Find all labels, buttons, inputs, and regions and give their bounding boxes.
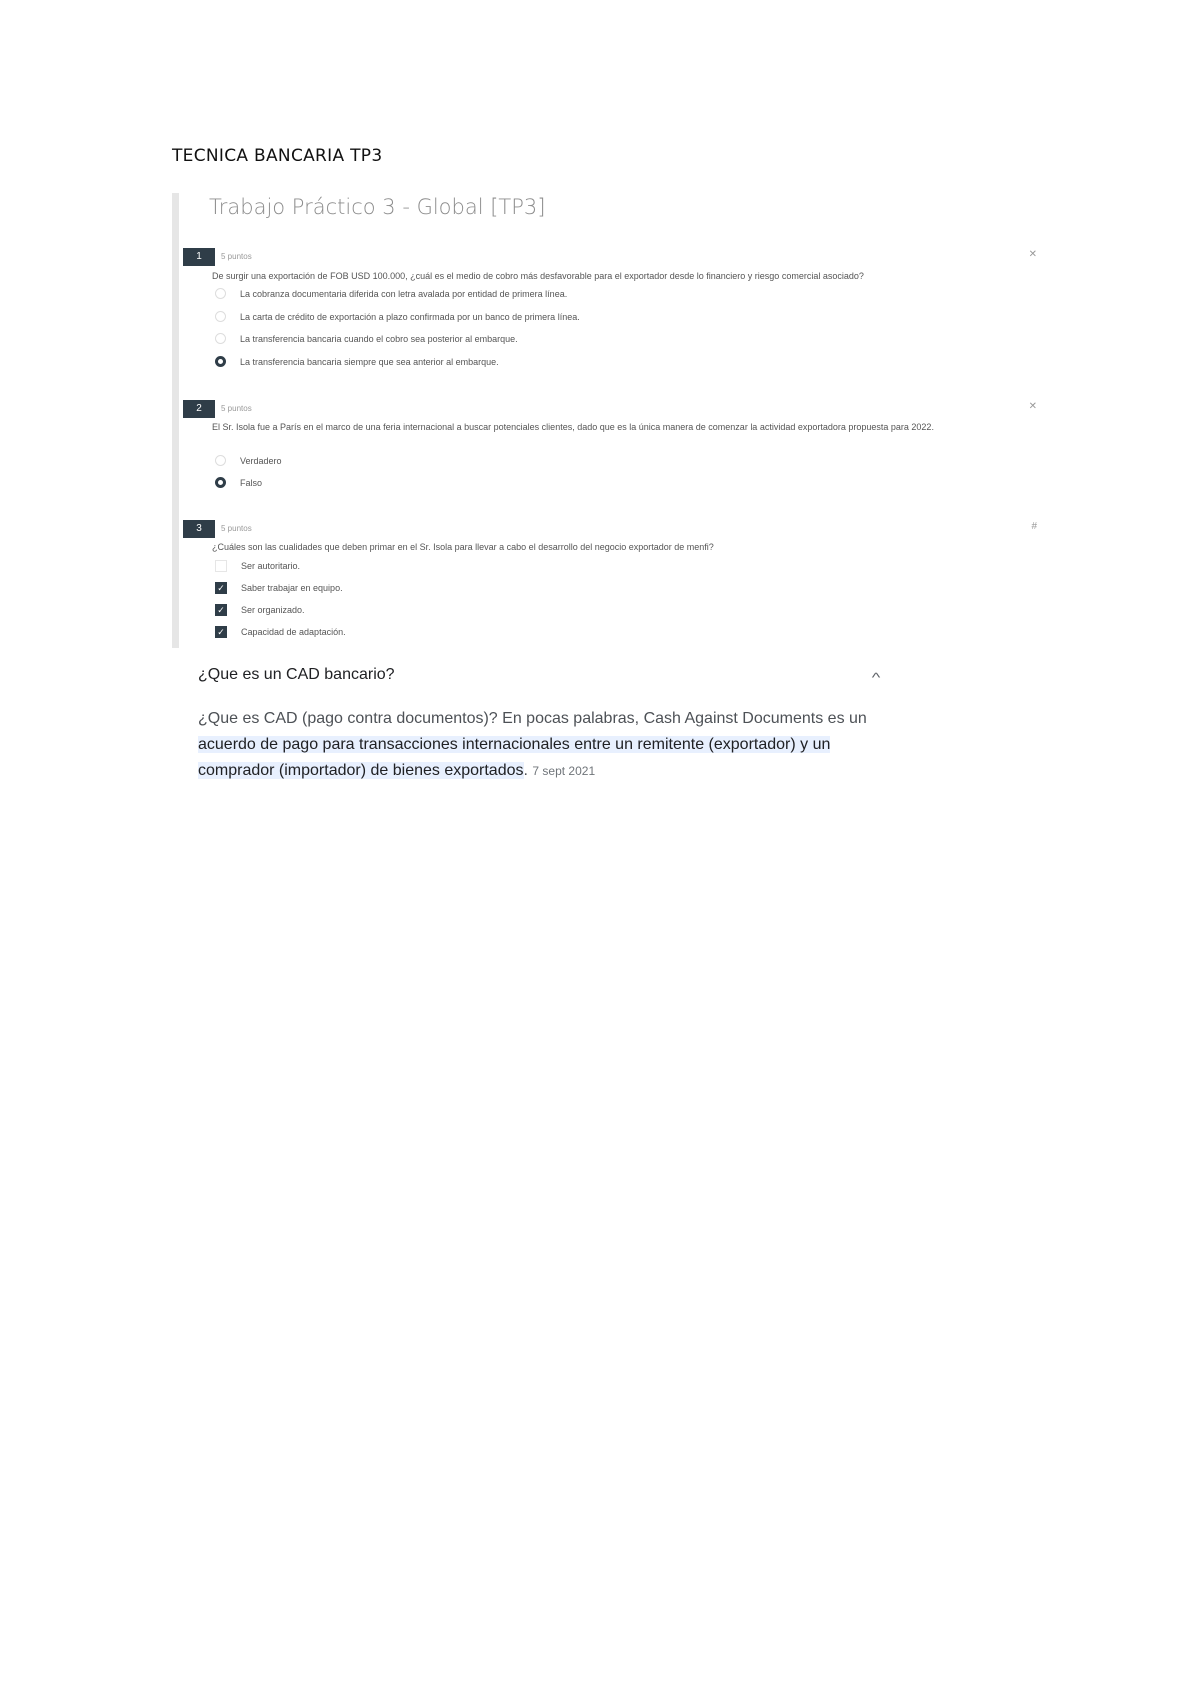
radio-icon[interactable]: [215, 333, 226, 344]
checkbox-checked-icon[interactable]: ✓: [215, 604, 227, 616]
option-label: Capacidad de adaptación.: [241, 627, 346, 637]
answer-date: 7 sept 2021: [532, 764, 596, 778]
radio-icon[interactable]: [215, 311, 226, 322]
question-text: El Sr. Isola fue a París en el marco de una feria internacional a buscar potenciales clientes, dado que es la única manera de comenzar la actividad exportadora propuesta para 2022.: [212, 422, 934, 432]
question-number: 1: [183, 248, 215, 266]
quiz-title: Trabajo Práctico 3 - Global [TP3]: [209, 195, 546, 219]
option-label: Ser autoritario.: [241, 561, 301, 571]
cad-question-heading[interactable]: ¿Que es un CAD bancario?: [198, 666, 395, 683]
question-number: 3: [183, 520, 215, 538]
radio-icon[interactable]: [215, 455, 226, 466]
checkbox-option-checked[interactable]: [215, 626, 346, 638]
checkbox-option[interactable]: [215, 560, 300, 572]
option-label: Verdadero: [240, 455, 282, 466]
question-text: ¿Cuáles son las cualidades que deben primar en el Sr. Isola para llevar a cabo el desarrollo del negocio exportador de menfi?: [212, 542, 714, 552]
radio-option-selected[interactable]: [215, 477, 262, 488]
checkbox-icon[interactable]: [215, 560, 227, 572]
question-text: De surgir una exportación de FOB USD 100.000, ¿cuál es el medio de cobro más desfavorable para el exportador desde lo financiero y riesgo comercial asociado?: [212, 271, 864, 281]
question-points: 5 puntos: [221, 404, 252, 413]
checkbox-option-checked[interactable]: [215, 604, 305, 616]
radio-option[interactable]: [215, 311, 580, 322]
option-label: Saber trabajar en equipo.: [241, 583, 343, 593]
radio-selected-icon[interactable]: [215, 356, 226, 367]
option-label: Falso: [240, 477, 263, 488]
pin-icon[interactable]: ✕: [1028, 401, 1037, 412]
chevron-up-icon[interactable]: ^: [871, 670, 881, 685]
checkbox-checked-icon[interactable]: ✓: [215, 582, 227, 594]
checkbox-option-checked[interactable]: [215, 582, 343, 594]
radio-icon[interactable]: [215, 288, 226, 299]
option-label: Ser organizado.: [241, 605, 305, 615]
question-points: 5 puntos: [221, 524, 252, 533]
pin-icon[interactable]: ✕: [1028, 249, 1037, 260]
checkbox-checked-icon[interactable]: ✓: [215, 626, 227, 638]
radio-option[interactable]: [215, 288, 567, 299]
radio-option[interactable]: [215, 455, 282, 466]
radio-option-selected[interactable]: [215, 356, 499, 367]
document-title: TECNICA BANCARIA TP3: [172, 146, 383, 166]
quiz-screenshot: [172, 193, 1049, 648]
answer-highlight: acuerdo de pago para transacciones internacionales entre un remitente (exportador) y un comprador (importador) de bienes exportados: [198, 736, 831, 779]
cad-answer: [198, 706, 898, 784]
option-label: La transferencia bancaria cuando el cobro sea posterior al embarque.: [240, 333, 518, 344]
question-number: 2: [183, 400, 215, 418]
answer-end: .: [523, 762, 528, 779]
option-label: La carta de crédito de exportación a plazo confirmada por un banco de primera línea.: [240, 311, 580, 322]
option-label: La transferencia bancaria siempre que sea anterior al embarque.: [240, 356, 499, 367]
question-points: 5 puntos: [221, 252, 252, 261]
option-label: La cobranza documentaria diferida con letra avalada por entidad de primera línea.: [240, 288, 568, 299]
radio-option[interactable]: [215, 333, 518, 344]
pin-icon[interactable]: #: [1031, 521, 1037, 532]
radio-selected-icon[interactable]: [215, 477, 226, 488]
answer-intro: ¿Que es CAD (pago contra documentos)? En pocas palabras, Cash Against Documents es un: [198, 710, 867, 727]
